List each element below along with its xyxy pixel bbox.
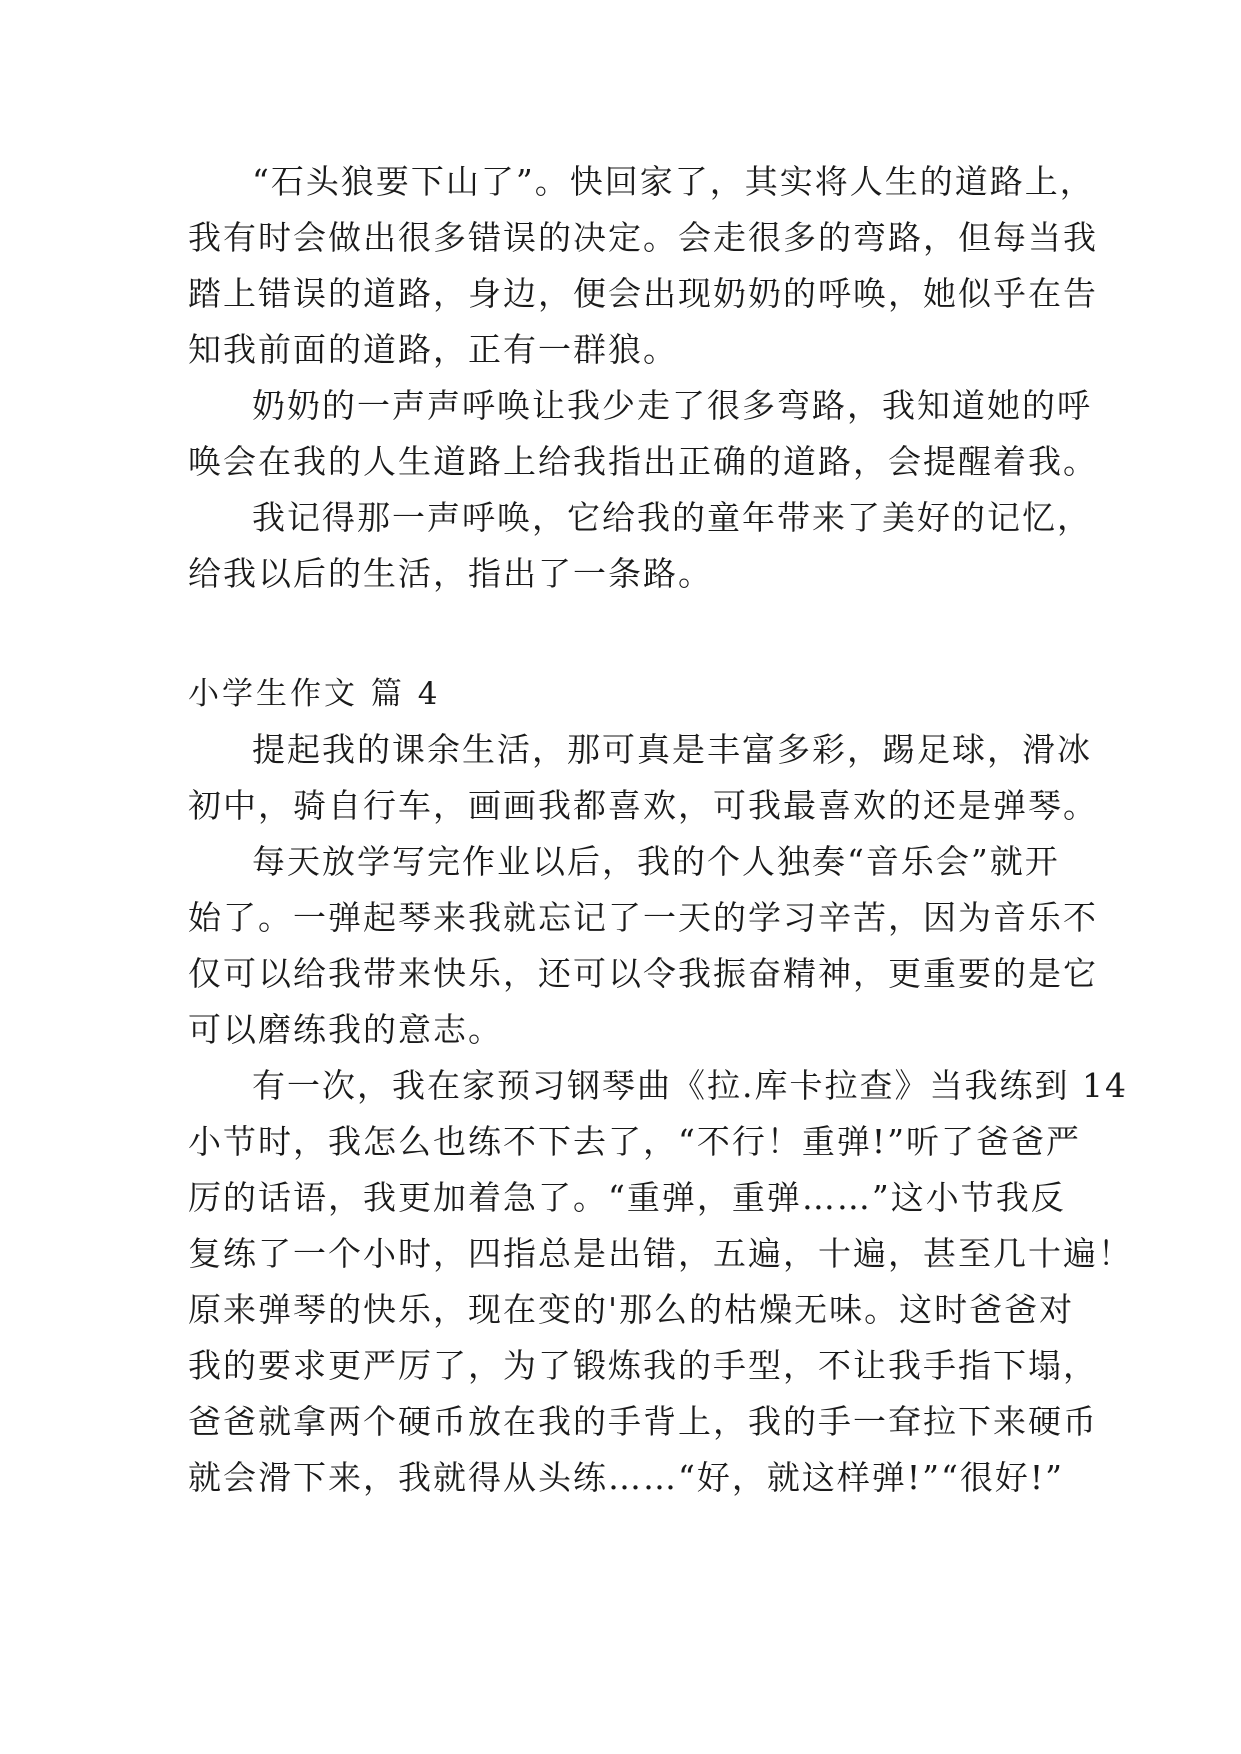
paragraph-line: 奶奶的一声声呼唤让我少走了很多弯路，我知道她的呼 bbox=[252, 386, 1092, 425]
paragraph-line: 小节时，我怎么也练不下去了，“不行！重弹!”听了爸爸严 bbox=[188, 1122, 1082, 1161]
paragraph-line: 知我前面的道路，正有一群狼。 bbox=[188, 330, 678, 369]
paragraph-line: 原来弹琴的快乐，现在变的'那么的枯燥无味。这时爸爸对 bbox=[188, 1290, 1075, 1329]
paragraph-line: 初中，骑自行车，画画我都喜欢，可我最喜欢的还是弹琴。 bbox=[188, 786, 1098, 825]
paragraph-line: 可以磨练我的意志。 bbox=[188, 1010, 503, 1049]
paragraph-line: 仅可以给我带来快乐，还可以令我振奋精神，更重要的是它 bbox=[188, 954, 1098, 993]
paragraph-line: 提起我的课余生活，那可真是丰富多彩，踢足球，滑冰 bbox=[252, 730, 1092, 769]
paragraph-line: 复练了一个小时，四指总是出错，五遍，十遍，甚至几十遍！ bbox=[188, 1234, 1133, 1273]
paragraph-line: 我记得那一声呼唤，它给我的童年带来了美好的记忆， bbox=[252, 498, 1092, 537]
paragraph-line: 每天放学写完作业以后，我的个人独奏“音乐会”就开 bbox=[252, 842, 1060, 881]
paragraph-line: 唤会在我的人生道路上给我指出正确的道路，会提醒着我。 bbox=[188, 442, 1098, 481]
paragraph-line: 厉的话语，我更加着急了。“重弹，重弹……”这小节我反 bbox=[188, 1178, 1066, 1217]
paragraph-line: “石头狼要下山了”。快回家了，其实将人生的道路上， bbox=[252, 162, 1095, 201]
paragraph-line: 我的要求更严厉了，为了锻炼我的手型，不让我手指下塌， bbox=[188, 1346, 1098, 1385]
paragraph-line: 始了。一弹起琴来我就忘记了一天的学习辛苦，因为音乐不 bbox=[188, 898, 1098, 937]
paragraph-line: 我有时会做出很多错误的决定。会走很多的弯路，但每当我 bbox=[188, 218, 1098, 257]
paragraph-line: 给我以后的生活，指出了一条路。 bbox=[188, 554, 713, 593]
section-heading: 小学生作文 篇 4 bbox=[188, 676, 441, 712]
paragraph-line: 踏上错误的道路，身边，便会出现奶奶的呼唤，她似乎在告 bbox=[188, 274, 1098, 313]
paragraph-line: 有一次，我在家预习钢琴曲《拉.库卡拉查》当我练到 14 bbox=[252, 1066, 1128, 1105]
paragraph-line: 爸爸就拿两个硬币放在我的手背上，我的手一耷拉下来硬币 bbox=[188, 1402, 1098, 1441]
paragraph-line: 就会滑下来，我就得从头练……“好，就这样弹!”“很好!” bbox=[188, 1458, 1065, 1497]
